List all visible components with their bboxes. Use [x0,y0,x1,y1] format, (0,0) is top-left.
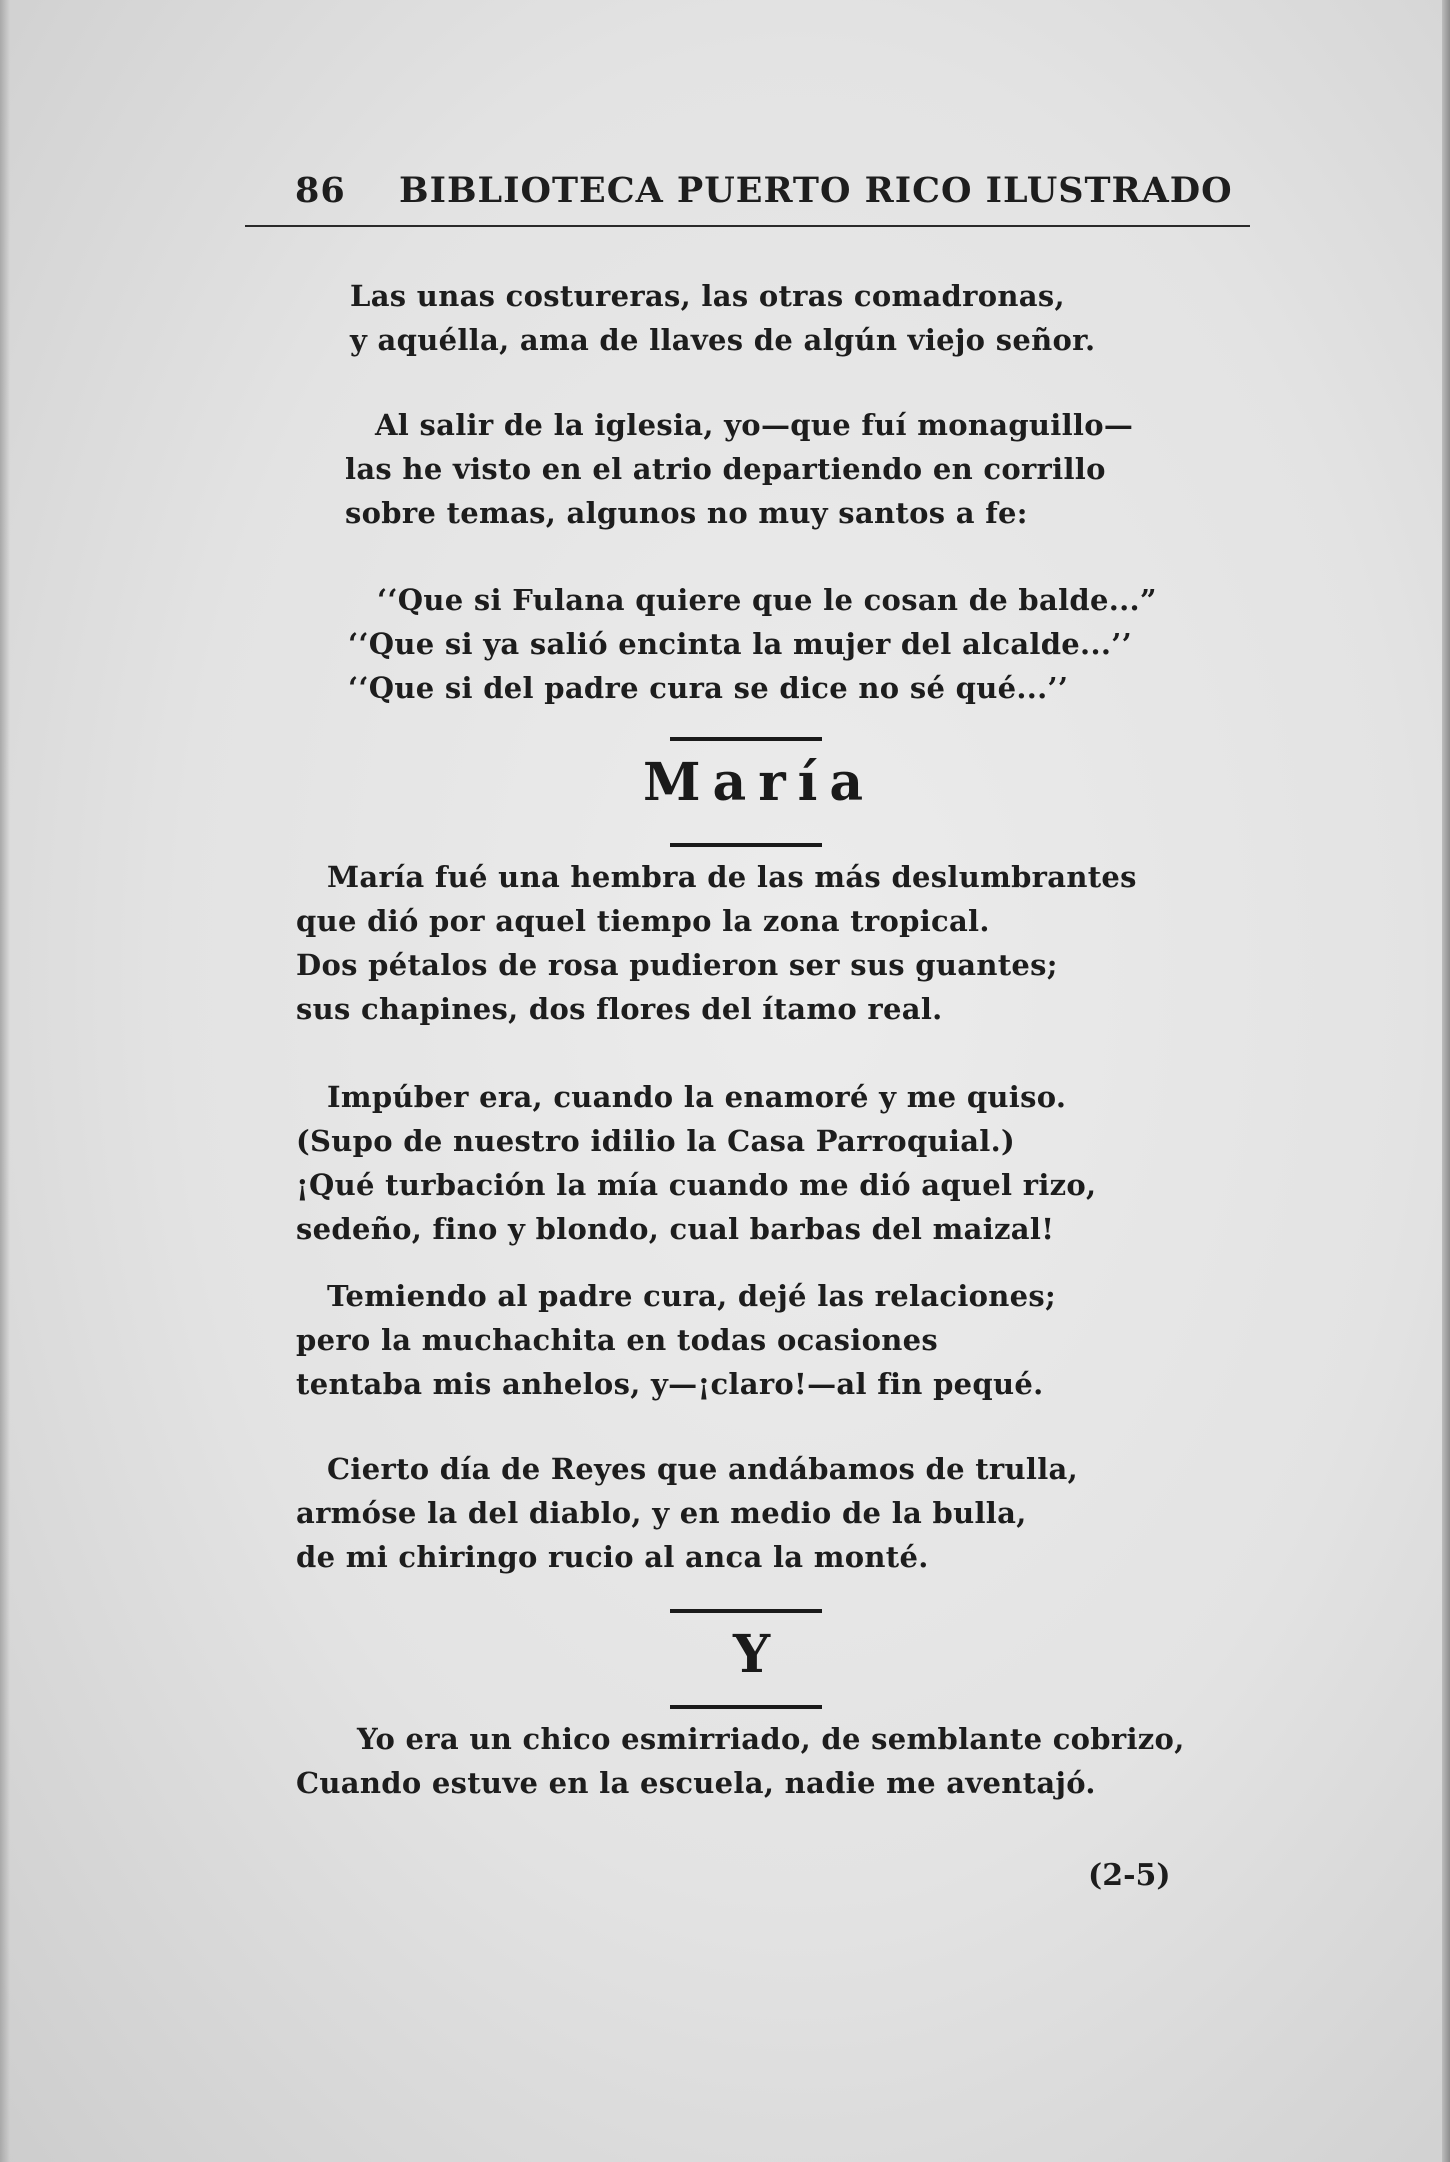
verse-line: sedeño, fino y blondo, cual barbas del maizal! [296,1212,1055,1246]
verse-line: ¡Qué turbación la mía cuando me dió aquel rizo, [296,1168,1097,1202]
verse-line: pero la muchachita en todas ocasiones [296,1323,938,1357]
verse-line: ‘‘Que si del padre cura se dice no sé qué...’’ [348,671,1069,705]
verse-line: tentaba mis anhelos, y—¡claro!—al fin pequé. [296,1367,1044,1401]
section-rule-bottom [670,1705,822,1709]
verse-line: que dió por aquel tiempo la zona tropical. [296,904,990,938]
verse-line: ‘‘Que si Fulana quiere que le cosan de balde...” [377,583,1157,617]
section-rule-top [670,737,822,741]
section-title-y: Y [733,1624,771,1685]
section-rule-top [670,1609,822,1613]
running-header [295,170,1233,211]
verse-line: Dos pétalos de rosa pudieron ser sus guantes; [296,948,1058,982]
verse-line: las he visto en el atrio departiendo en corrillo [345,452,1106,486]
section-title-maria: María [643,752,876,813]
verse-line: Yo era un chico esmirriado, de semblante cobrizo, [357,1722,1185,1756]
header-rule [245,225,1250,227]
page-left-shadow [0,0,10,2162]
running-title: BIBLIOTECA PUERTO RICO ILUSTRADO [399,170,1233,211]
verse-line: (Supo de nuestro idilio la Casa Parroquial.) [296,1124,1016,1158]
page-right-edge [1442,0,1450,2162]
verse-line: Cuando estuve en la escuela, nadie me aventajó. [296,1766,1096,1800]
verse-line: Las unas costureras, las otras comadronas, [350,279,1065,313]
verse-line: Cierto día de Reyes que andábamos de trulla, [327,1452,1079,1486]
printer-signature: (2-5) [1088,1858,1171,1893]
verse-line: de mi chiringo rucio al anca la monté. [296,1540,929,1574]
page-number: 86 [295,170,346,211]
verse-line: sobre temas, algunos no muy santos a fe: [345,496,1028,530]
verse-line: Al salir de la iglesia, yo—que fuí monaguillo— [375,408,1134,442]
verse-line: y aquélla, ama de llaves de algún viejo señor. [350,323,1096,357]
verse-line: María fué una hembra de las más deslumbrantes [327,860,1137,894]
verse-line: sus chapines, dos flores del ítamo real. [296,992,943,1026]
verse-line: armóse la del diablo, y en medio de la bulla, [296,1496,1027,1530]
section-rule-bottom [670,843,822,847]
verse-line: Temiendo al padre cura, dejé las relaciones; [327,1279,1057,1313]
verse-line: ‘‘Que si ya salió encinta la mujer del alcalde...’’ [348,627,1133,661]
verse-line: Impúber era, cuando la enamoré y me quiso. [327,1080,1067,1114]
